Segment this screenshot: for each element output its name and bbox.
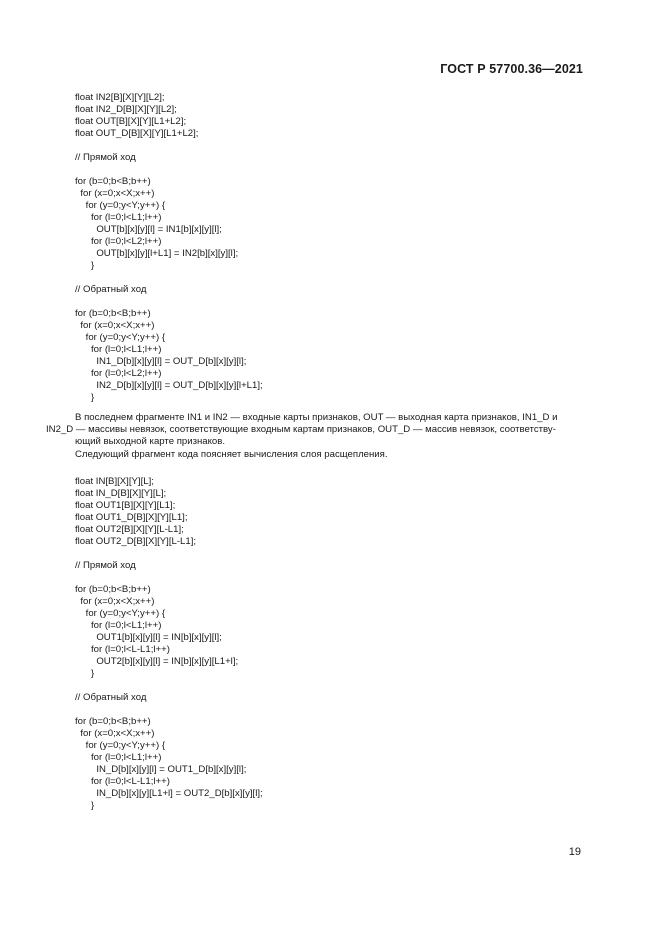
comment-line: // Обратный ход (75, 692, 147, 703)
comment-line: // Прямой ход (75, 560, 136, 571)
code-line: float IN_D[B][X][Y][L]; (75, 488, 167, 499)
code-line: float OUT_D[B][X][Y][L1+L2]; (75, 128, 199, 139)
code-line: for (y=0;y<Y;y++) { (75, 200, 166, 211)
code-line: for (b=0;b<B;b++) (75, 308, 151, 319)
code-line: for (y=0;y<Y;y++) { (75, 740, 166, 751)
code-line: for (b=0;b<B;b++) (75, 716, 151, 727)
code-line: for (l=0;l<L1;l++) (75, 212, 162, 223)
intro-paragraph-split-layer (46, 449, 586, 461)
document-header-title: ГОСТ Р 57700.36—2021 (440, 62, 583, 76)
code-line: IN_D[b][x][y][l] = OUT1_D[b][x][y][l]; (75, 764, 247, 775)
code-line: for (x=0;x<X;x++) (75, 596, 155, 607)
code-line: for (l=0;l<L2;l++) (75, 236, 162, 247)
code-line: float OUT2_D[B][X][Y][L-L1]; (75, 536, 197, 547)
code-line: for (x=0;x<X;x++) (75, 188, 155, 199)
page-number: 19 (568, 846, 581, 858)
comment-line: // Обратный ход (75, 284, 147, 295)
code-line: for (l=0;l<L-L1;l++) (75, 776, 170, 787)
comment-line: // Прямой ход (75, 152, 136, 163)
code-line: for (l=0;l<L1;l++) (75, 620, 162, 631)
code-line: for (l=0;l<L1;l++) (75, 752, 162, 763)
explanation-paragraph (46, 412, 586, 448)
code-line: for (x=0;x<X;x++) (75, 728, 155, 739)
code-line: OUT2[b][x][y][l] = IN[b][x][y][L1+l]; (75, 656, 239, 667)
code-block-backward-concat (75, 308, 263, 404)
paragraph-line: ющий выходной карте признаков. (75, 436, 226, 447)
code-block-declarations-concat (75, 92, 198, 140)
code-line: IN1_D[b][x][y][l] = OUT_D[b][x][y][l]; (75, 356, 247, 367)
code-line: float IN2[B][X][Y][L2]; (75, 92, 165, 103)
code-block-backward-split (75, 716, 263, 812)
code-line: IN2_D[b][x][y][l] = OUT_D[b][x][y][l+L1]; (75, 380, 263, 391)
code-line: for (y=0;y<Y;y++) { (75, 608, 166, 619)
code-line: for (b=0;b<B;b++) (75, 584, 151, 595)
code-line: float OUT2[B][X][Y][L-L1]; (75, 524, 184, 535)
code-line: float OUT[B][X][Y][L1+L2]; (75, 116, 187, 127)
code-line: } (75, 668, 95, 679)
code-block-forward-split (75, 584, 238, 680)
paragraph-line: Следующий фрагмент кода поясняет вычисления слоя расщепления. (75, 449, 388, 460)
code-line: for (x=0;x<X;x++) (75, 320, 155, 331)
code-block-declarations-split (75, 476, 196, 548)
code-line: float IN2_D[B][X][Y][L2]; (75, 104, 177, 115)
code-line: float OUT1_D[B][X][Y][L1]; (75, 512, 188, 523)
code-comment-forward-pass (75, 152, 136, 164)
code-line: for (b=0;b<B;b++) (75, 176, 151, 187)
code-line: for (l=0;l<L1;l++) (75, 344, 162, 355)
paragraph-line: В последнем фрагменте IN1 и IN2 — входные карты признаков, OUT — выходная карта признаков, IN1_D и (75, 412, 558, 423)
code-comment-backward-pass-split (75, 692, 146, 704)
code-line: for (l=0;l<L-L1;l++) (75, 644, 170, 655)
code-comment-forward-pass-split (75, 560, 136, 572)
code-line: } (75, 260, 95, 271)
code-line: IN_D[b][x][y][L1+l] = OUT2_D[b][x][y][l]; (75, 788, 263, 799)
code-line: OUT[b][x][y][l] = IN1[b][x][y][l]; (75, 224, 222, 235)
code-line: } (75, 800, 95, 811)
code-line: float IN[B][X][Y][L]; (75, 476, 154, 487)
code-line: float OUT1[B][X][Y][L1]; (75, 500, 176, 511)
code-line: OUT[b][x][y][l+L1] = IN2[b][x][y][l]; (75, 248, 239, 259)
code-line: } (75, 392, 95, 403)
code-line: OUT1[b][x][y][l] = IN[b][x][y][l]; (75, 632, 222, 643)
code-line: for (y=0;y<Y;y++) { (75, 332, 166, 343)
paragraph-line: IN2_D — массивы невязок, соответствующие входным картам признаков, OUT_D — массив невязок, соответству- (46, 424, 556, 435)
code-line: for (l=0;l<L2;l++) (75, 368, 162, 379)
code-comment-backward-pass (75, 284, 146, 296)
code-block-forward-concat (75, 176, 238, 272)
